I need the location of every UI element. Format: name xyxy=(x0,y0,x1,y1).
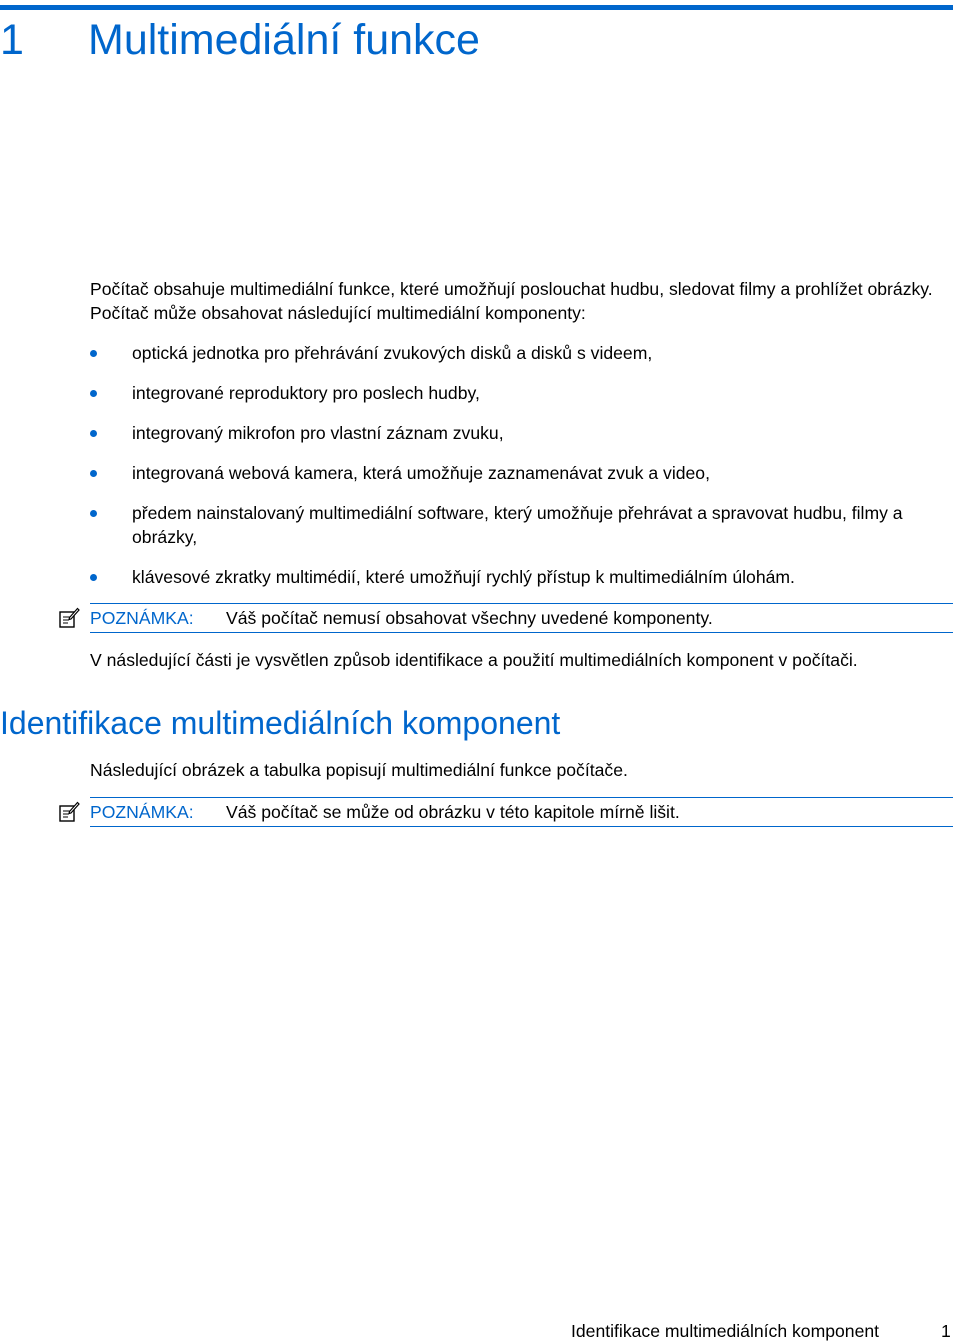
bullet-icon xyxy=(90,574,97,581)
bullet-icon xyxy=(90,470,97,477)
list-item xyxy=(90,565,960,589)
chapter-title: Multimediální funkce xyxy=(88,16,480,64)
note-box xyxy=(58,797,953,827)
bullet-icon xyxy=(90,430,97,437)
list-item-text: integrovaná webová kamera, která umožňuje zaznamenávat zvuk a video, xyxy=(132,463,710,483)
note-rule-bottom xyxy=(90,632,953,633)
note-label: POZNÁMKA: xyxy=(90,802,194,822)
list-item-text: předem nainstalovaný multimediální software, který umožňuje přehrávat a spravovat hudbu, filmy a obrázky, xyxy=(132,503,903,547)
list-item-text: optická jednotka pro přehrávání zvukových disků a disků s videem, xyxy=(132,343,653,363)
footer-title: Identifikace multimediálních komponent xyxy=(571,1321,880,1341)
bullet-icon xyxy=(90,510,97,517)
note-label: POZNÁMKA: xyxy=(90,608,194,628)
list-item xyxy=(90,341,960,365)
chapter-number: 1 xyxy=(0,16,24,64)
note-text: Váš počítač nemusí obsahovat všechny uvedené komponenty. xyxy=(226,608,713,628)
list-item-text: integrovaný mikrofon pro vlastní záznam zvuku, xyxy=(132,423,504,443)
list-item xyxy=(90,461,960,485)
component-list xyxy=(90,341,960,589)
note-rule-top xyxy=(90,603,953,604)
note-rule-bottom xyxy=(90,826,953,827)
note-icon xyxy=(58,801,80,823)
list-item-text: integrované reproduktory pro poslech hudby, xyxy=(132,383,480,403)
list-item xyxy=(90,501,960,549)
bullet-icon xyxy=(90,390,97,397)
list-item-text: klávesové zkratky multimédií, které umožňují rychlý přístup k multimediálním úlohám. xyxy=(132,567,795,587)
section-intro: Následující obrázek a tabulka popisují multimediální funkce počítače. xyxy=(90,760,628,780)
top-rule xyxy=(0,5,953,10)
bullet-icon xyxy=(90,350,97,357)
chapter-heading xyxy=(0,14,480,66)
note-icon xyxy=(58,607,80,629)
next-paragraph: V následující části je vysvětlen způsob identifikace a použití multimediálních komponent v počítači. xyxy=(90,650,858,670)
page-number: 1 xyxy=(941,1321,951,1341)
list-item xyxy=(90,381,960,405)
list-item xyxy=(90,421,960,445)
intro-paragraph: Počítač obsahuje multimediální funkce, které umožňují poslouchat hudbu, sledovat filmy a prohlížet obrázky. Počítač může obsahovat následující multimediální komponenty: xyxy=(90,279,933,323)
section-heading: Identifikace multimediálních komponent xyxy=(0,705,561,741)
note-box xyxy=(58,603,953,633)
note-rule-top xyxy=(90,797,953,798)
note-text: Váš počítač se může od obrázku v této kapitole mírně lišit. xyxy=(226,802,680,822)
